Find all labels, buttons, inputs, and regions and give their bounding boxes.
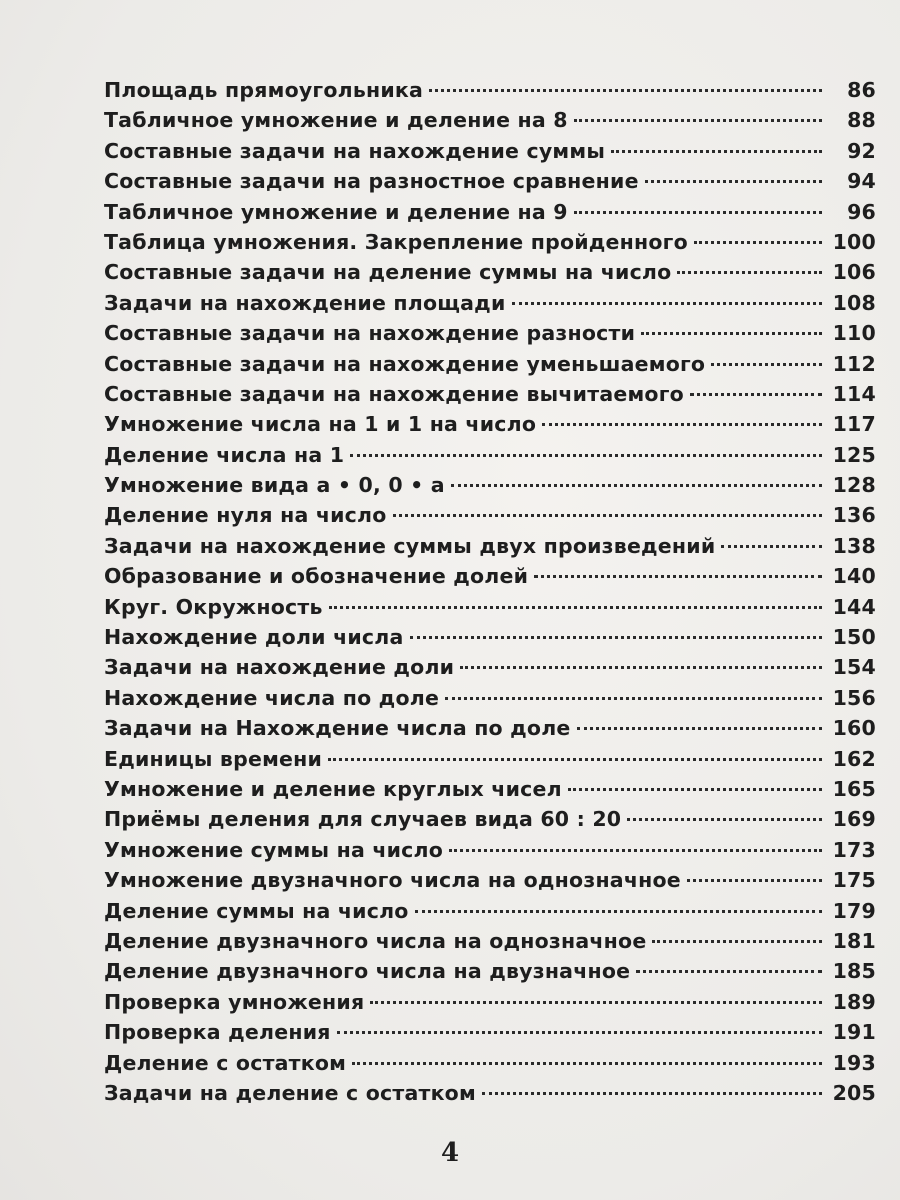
dot-leader [534, 575, 822, 578]
toc-entry-title: Задачи на деление с остатком [104, 1080, 476, 1105]
toc-entry-title: Единицы времени [104, 746, 323, 771]
toc-entry-title: Нахождение числа по доле [104, 685, 440, 710]
dot-leader [512, 302, 822, 305]
toc-entry [104, 807, 876, 837]
dot-leader [711, 363, 822, 366]
dot-leader [329, 606, 822, 609]
toc-entry-page: 162 [832, 746, 876, 771]
toc-entry-page: 96 [847, 199, 876, 224]
toc-entry [104, 169, 876, 199]
toc-entry-page: 138 [832, 533, 876, 558]
toc-entry-page: 160 [832, 716, 876, 741]
toc-entry [104, 1051, 876, 1081]
toc-entry-page: 110 [832, 321, 876, 346]
toc-entry [104, 503, 876, 533]
toc-entry-title: Площадь прямоугольника [104, 78, 424, 102]
toc-entry-page: 114 [832, 381, 876, 406]
dot-leader [415, 910, 822, 913]
toc-entry [104, 1020, 876, 1050]
dot-leader [445, 697, 822, 700]
toc-entry-title: Деление суммы на число [104, 898, 409, 923]
toc-entry-page: 106 [832, 260, 876, 285]
toc-entry [104, 959, 876, 989]
toc-entry-title: Умножение суммы на число [104, 837, 444, 862]
toc-entry-title: Умножение числа на 1 и 1 на число [104, 412, 537, 437]
toc-entry-page: 136 [832, 503, 876, 528]
toc-entry [104, 1081, 876, 1111]
toc-entry [104, 747, 876, 777]
dot-leader [393, 514, 822, 517]
toc-entry-title: Проверка деления [104, 1020, 331, 1045]
table-of-contents [104, 78, 876, 1111]
toc-entry [104, 838, 876, 868]
toc-entry [104, 899, 876, 929]
toc-entry-title: Деление двузначного числа на однозначное [104, 928, 647, 953]
toc-entry-title: Составные задачи на разностное сравнение [104, 169, 639, 194]
toc-entry-title: Образование и обозначение долей [104, 564, 529, 589]
dot-leader [721, 545, 822, 548]
toc-entry-title: Задачи на нахождение суммы двух произведений [104, 533, 716, 558]
dot-leader [482, 1092, 822, 1095]
toc-entry-title: Табличное умножение и деление на 9 [104, 199, 568, 224]
toc-entry [104, 595, 876, 625]
toc-entry-page: 140 [832, 564, 876, 589]
toc-entry-page: 154 [832, 655, 876, 680]
dot-leader [577, 727, 822, 730]
dot-leader [451, 484, 822, 487]
dot-leader [677, 271, 822, 274]
toc-entry [104, 686, 876, 716]
toc-entry-page: 108 [832, 290, 876, 315]
toc-entry-page: 169 [832, 807, 876, 832]
dot-leader [611, 150, 822, 153]
dot-leader [542, 423, 822, 426]
toc-entry-title: Умножение вида a • 0, 0 • a [104, 473, 445, 498]
toc-entry [104, 352, 876, 382]
toc-entry-page: 156 [832, 685, 876, 710]
toc-entry-page: 117 [832, 412, 876, 437]
toc-entry-title: Нахождение доли числа [104, 625, 404, 650]
toc-entry-page: 92 [847, 138, 876, 163]
dot-leader [410, 636, 822, 639]
dot-leader [574, 119, 822, 122]
dot-leader [627, 818, 822, 821]
toc-entry [104, 443, 876, 473]
toc-entry [104, 929, 876, 959]
toc-entry-page: 150 [832, 625, 876, 650]
dot-leader [370, 1001, 822, 1004]
toc-entry [104, 655, 876, 685]
dot-leader [337, 1031, 822, 1034]
toc-entry-page: 94 [847, 169, 876, 194]
toc-entry [104, 108, 876, 138]
toc-entry-page: 165 [832, 776, 876, 801]
toc-entry-title: Составные задачи на нахождение разности [104, 321, 636, 346]
toc-entry-title: Круг. Окружность [104, 594, 323, 619]
dot-leader [690, 393, 822, 396]
toc-entry-title: Задачи на Нахождение числа по доле [104, 716, 571, 741]
dot-leader [568, 788, 822, 791]
toc-entry [104, 321, 876, 351]
toc-entry-title: Задачи на нахождение площади [104, 290, 506, 315]
toc-entry [104, 200, 876, 230]
toc-entry [104, 990, 876, 1020]
dot-leader [636, 970, 822, 973]
toc-entry [104, 473, 876, 503]
dot-leader [687, 879, 822, 882]
toc-entry-title: Деление с остатком [104, 1050, 347, 1075]
toc-entry-page: 193 [832, 1050, 876, 1075]
toc-entry [104, 139, 876, 169]
dot-leader [574, 211, 822, 214]
dot-leader [460, 666, 822, 669]
toc-entry-page: 125 [832, 442, 876, 467]
toc-entry-page: 88 [847, 108, 876, 133]
toc-entry-page: 191 [832, 1020, 876, 1045]
toc-entry-page: 189 [832, 989, 876, 1014]
dot-leader [645, 180, 822, 183]
toc-entry [104, 868, 876, 898]
toc-entry-page: 205 [832, 1080, 876, 1105]
dot-leader [352, 1062, 822, 1065]
toc-entry [104, 291, 876, 321]
toc-entry [104, 777, 876, 807]
toc-entry-page: 112 [832, 351, 876, 376]
toc-entry-title: Деление двузначного числа на двузначное [104, 959, 631, 984]
toc-entry-title: Табличное умножение и деление на 8 [104, 108, 568, 133]
toc-entry-title: Составные задачи на нахождение суммы [104, 138, 606, 163]
toc-entry-title: Таблица умножения. Закрепление пройденного [104, 229, 688, 254]
toc-entry-page: 173 [832, 837, 876, 862]
toc-entry-page: 144 [832, 594, 876, 619]
dot-leader [429, 89, 822, 92]
toc-entry-title: Приёмы деления для случаев вида 60 : 20 [104, 807, 622, 832]
toc-entry [104, 230, 876, 260]
toc-entry-page: 175 [832, 868, 876, 893]
toc-entry-title: Умножение и деление круглых чисел [104, 776, 562, 801]
dot-leader [652, 940, 822, 943]
dot-leader [350, 454, 822, 457]
toc-entry [104, 78, 876, 108]
page-number: 4 [440, 1138, 460, 1168]
toc-entry [104, 382, 876, 412]
toc-entry [104, 412, 876, 442]
toc-entry-title: Составные задачи на нахождение уменьшаемого [104, 351, 706, 376]
toc-entry-page: 185 [832, 959, 876, 984]
toc-entry [104, 260, 876, 290]
toc-entry-title: Деление нуля на число [104, 503, 387, 528]
toc-entry [104, 625, 876, 655]
toc-entry-page: 100 [832, 229, 876, 254]
toc-entry-title: Деление числа на 1 [104, 442, 345, 467]
dot-leader [641, 332, 822, 335]
toc-entry-page: 128 [832, 473, 876, 498]
toc-entry-title: Составные задачи на нахождение вычитаемого [104, 381, 684, 406]
dot-leader [449, 849, 822, 852]
toc-entry [104, 564, 876, 594]
toc-entry-page: 179 [832, 898, 876, 923]
toc-entry [104, 716, 876, 746]
toc-entry-page: 181 [832, 928, 876, 953]
toc-entry [104, 534, 876, 564]
toc-entry-page: 86 [847, 78, 876, 102]
toc-entry-title: Составные задачи на деление суммы на число [104, 260, 672, 285]
toc-entry-title: Умножение двузначного числа на однозначное [104, 868, 681, 893]
dot-leader [694, 241, 822, 244]
dot-leader [328, 758, 822, 761]
toc-entry-title: Задачи на нахождение доли [104, 655, 455, 680]
toc-entry-title: Проверка умножения [104, 989, 365, 1014]
